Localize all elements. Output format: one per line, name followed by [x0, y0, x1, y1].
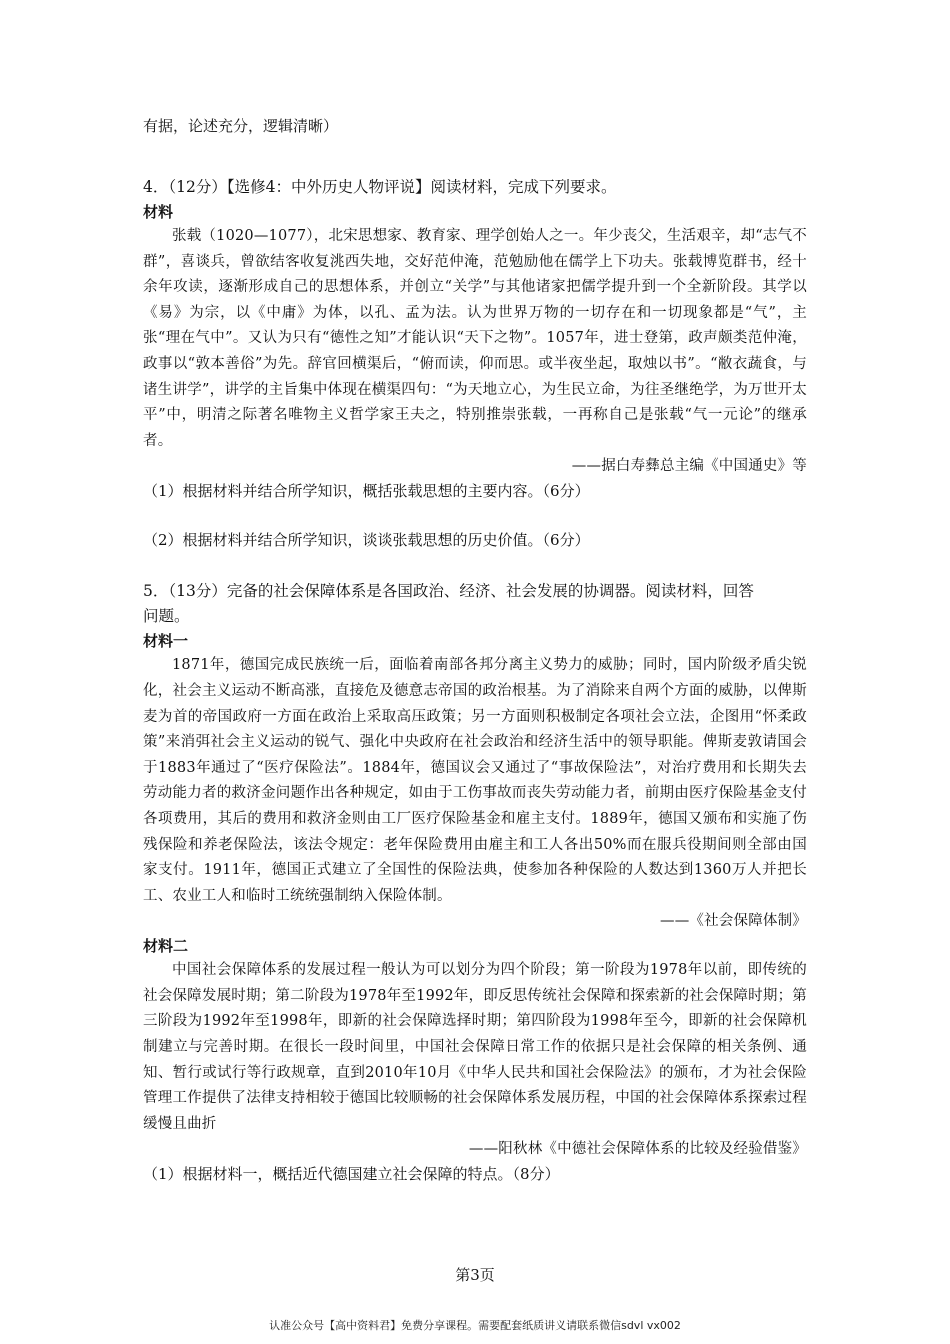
previous-question-tail: 有据，论述充分，逻辑清晰） — [143, 117, 339, 135]
question-5-material2-text: 中国社会保障体系的发展过程一般认为可以划分为四个阶段；第一阶段为1978年以前，即传统的社会保障发展时期；第二阶段为1978年至1992年，即反思传统社会保障和探索新的社会保障时期；第三阶段为1992年至1998年，即新的社会保障选择时期；第四阶段为1998年至今，即新的社会保障机制建立与完善时期。在很长一段时间里，中国社会保障日常工作的依据只是社会保障的相关条例、通知、暂行或试行等行政规章，直到2010年10月《中华人民共和国社会保险法》的颁布，才为社会保险管理工作提供了法律支持相较于德国比较顺畅的社会保障体系发展历程，中国的社会保障体系探索过程缓慢且曲折 — [143, 962, 807, 1132]
question-5-heading-line1: 5．（13分）完备的社会保障体系是各国政治、经济、社会发展的协调器。阅读材料，回答 — [143, 582, 754, 601]
question-5-material2-source: ——阳秋林《中德社会保障体系的比较及经验借鉴》 — [468, 1141, 807, 1158]
footer-notice: 认准公众号【高中资料君】免费分享课程。需要配套纸质讲义请联系微信sdvl vx002 — [269, 1319, 681, 1332]
question-4-material-label: 材料 — [143, 203, 174, 221]
question-5-material2-label: 材料二 — [143, 937, 189, 956]
question-4 — [143, 175, 807, 553]
page-content — [143, 114, 807, 1187]
question-5-material1-source: ——《社会保障体制》 — [660, 913, 807, 930]
question-5 — [143, 579, 807, 1187]
question-4-material-text: 张载（1020—1077），北宋思想家、教育家、理学创始人之一。年少丧父，生活艰辛，却“志气不群”，喜谈兵，曾欲结客收复洮西失地，交好范仲淹，范勉励他在儒学上下功夫。张载博览群书，经十余年攻读，逐渐形成自己的思想体系，并创立“关学”与其他诸家把儒学提升到一个全新阶段。其学以《易》为宗，以《中庸》为体，以孔、孟为法。认为世界万物的一切存在和一切现象都是“气”，主张“理在气中”。又认为只有“德性之知”才能认识“天下之物”。1057年，进士登第，政声颇类范仲淹，政事以“敦本善俗”为先。辞官回横渠后，“俯而读，仰而思。或半夜坐起，取烛以书”。“敝衣蔬食，与诸生讲学”，讲学的主旨集中体现在横渠四句：“为天地立心，为生民立命，为往圣继绝学，为万世开太平”中，明清之际著名唯物主义哲学家王夫之，特别推崇张载，一再称自己是张载“气一元论”的继承者。 — [143, 228, 807, 449]
question-5-material1-label: 材料一 — [143, 632, 189, 651]
question-5-subquestion-1: （1）根据材料一，概括近代德国建立社会保障的特点。（8分） — [143, 1165, 560, 1184]
question-4-heading: 4．（12分）【选修4：中外历史人物评说】阅读材料，完成下列要求。 — [143, 178, 617, 196]
question-5-heading-line2: 问题。 — [143, 607, 190, 626]
question-4-subquestion-1: （1）根据材料并结合所学知识，概括张载思想的主要内容。（6分） — [143, 482, 590, 501]
question-4-source: ——据白寿彝总主编《中国通史》等 — [571, 458, 807, 475]
page-number: 第3页 — [455, 1266, 495, 1284]
question-5-material1-text: 1871年，德国完成民族统一后，面临着南部各邦分离主义势力的威胁；同时，国内阶级矛盾尖锐化，社会主义运动不断高涨，直接危及德意志帝国的政治根基。为了消除来自两个方面的威胁，以俾斯麦为首的帝国政府一方面在政治上采取高压政策；另一方面则积极制定各项社会立法，企图用“怀柔政策”来消弭社会主义运动的锐气、强化中央政府在社会政治和经济生活中的领导职能。俾斯麦敦请国会于1883年通过了“医疗保险法”。1884年，德国议会又通过了“事故保险法”，对治疗费用和长期失去劳动能力者的救济金问题作出各种规定，如由于工伤事故而丧失劳动能力者，前期由医疗保险基金支付各项费用，其后的费用和救济金则由工厂医疗保险基金和雇主支付。1889年，德国又颁布和实施了伤残保险和养老保险法，该法令规定：老年保险费用由雇主和工人各出50%而在服兵役期间则全部由国家支付。1911年，德国正式建立了全国性的保险法典，使参加各种保险的人数达到1360万人并把长工、农业工人和临时工统统强制纳入保险体制。 — [143, 657, 807, 904]
question-4-subquestion-2: （2）根据材料并结合所学知识，谈谈张载思想的历史价值。（6分） — [143, 531, 590, 550]
